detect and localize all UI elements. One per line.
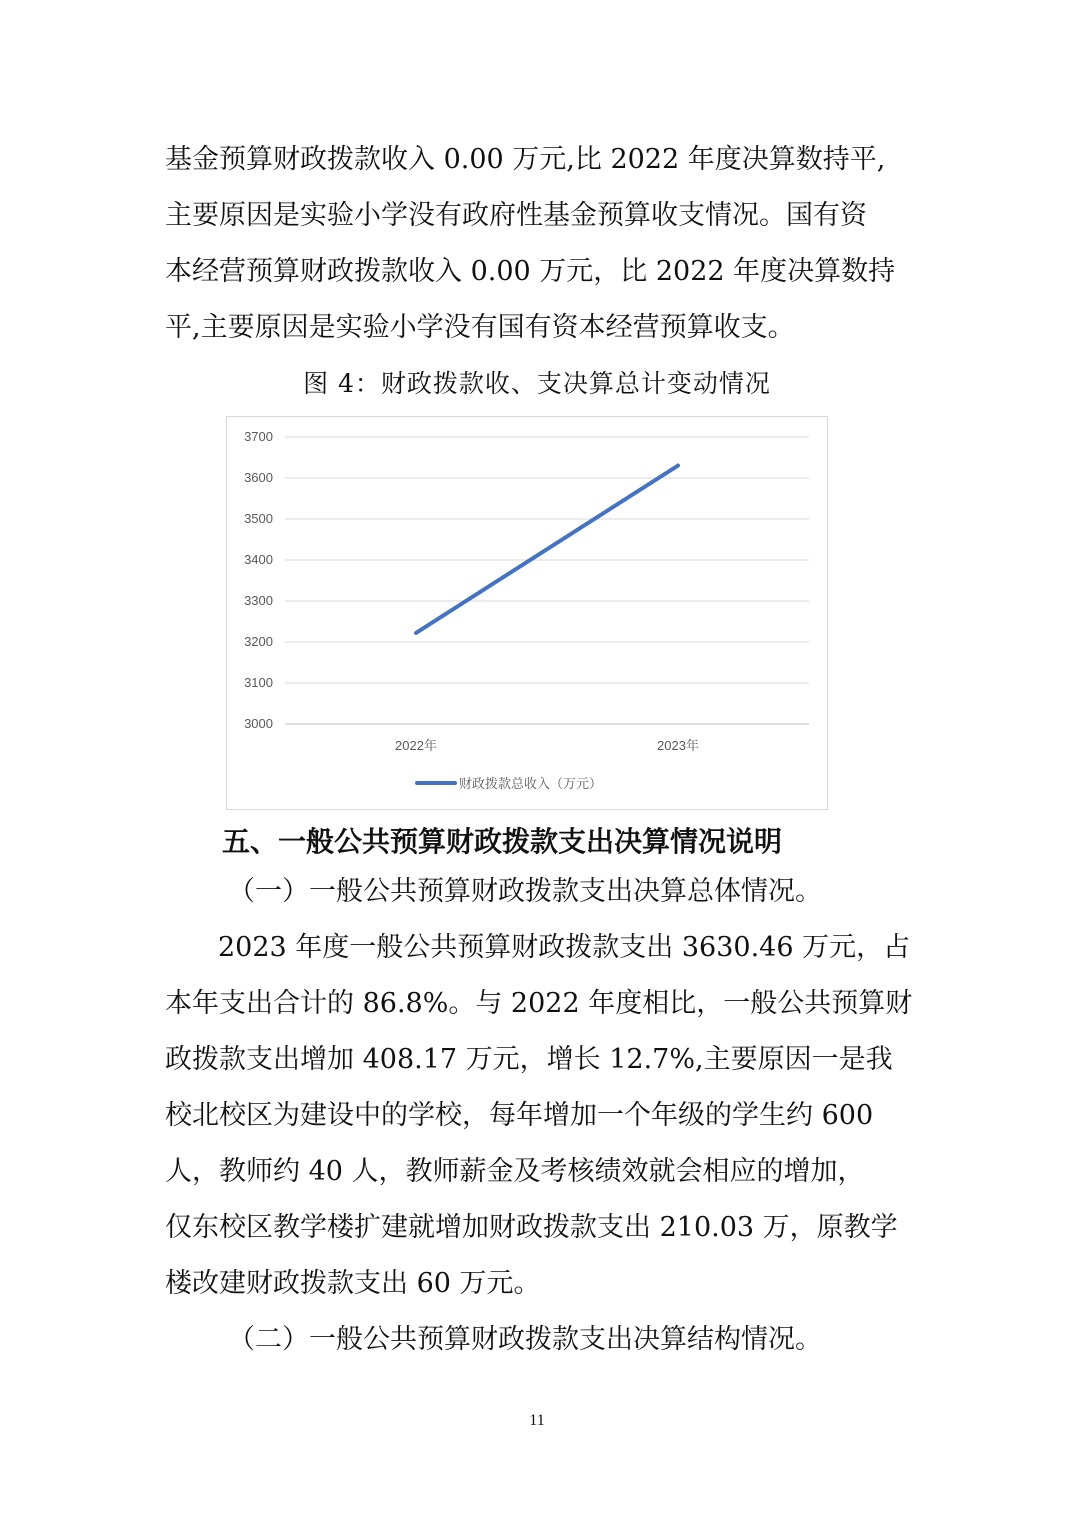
legend-label: 财政拨款总收入（万元）	[459, 777, 603, 792]
text-line: 基金预算财政拨款收入 0.00 万元,比 2022 年度决算数持平,	[165, 144, 886, 175]
y-tick-label: 3000	[244, 716, 273, 731]
y-tick-label: 3300	[244, 593, 273, 608]
text-line: 2023 年度一般公共预算财政拨款支出 3630.46 万元，占	[218, 932, 911, 963]
y-tick-label: 3400	[244, 552, 273, 567]
text-line: 主要原因是实验小学没有政府性基金预算收支情况。国有资	[165, 200, 867, 231]
text-line: 仅东校区教学楼扩建就增加财政拨款支出 210.03 万，原教学	[165, 1212, 898, 1243]
y-tick-label: 3500	[244, 511, 273, 526]
subheading-structure: （二）一般公共预算财政拨款支出决算结构情况。	[228, 1324, 822, 1355]
page-number: 11	[529, 1412, 545, 1429]
subheading-overall: （一）一般公共预算财政拨款支出决算总体情况。	[228, 876, 822, 907]
text-line: 人，教师约 40 人，教师薪金及考核绩效就会相应的增加，	[165, 1156, 865, 1187]
text-line: 楼改建财政拨款支出 60 万元。	[165, 1268, 541, 1299]
text-line: 政拨款支出增加 408.17 万元，增长 12.7%,主要原因一是我	[165, 1044, 893, 1075]
section-heading: 五、一般公共预算财政拨款支出决算情况说明	[222, 825, 783, 858]
x-tick-label: 2022年	[395, 738, 437, 753]
x-tick-label: 2023年	[657, 738, 699, 753]
text-line: 本经营预算财政拨款收入 0.00 万元，比 2022 年度决算数持	[165, 256, 896, 287]
series-line	[416, 466, 678, 633]
line-chart	[226, 416, 828, 810]
chart-canvas	[227, 417, 827, 809]
text-line: 校北校区为建设中的学校，每年增加一个年级的学生约 600	[165, 1100, 874, 1131]
y-tick-label: 3200	[244, 634, 273, 649]
y-tick-label: 3700	[244, 429, 273, 444]
figure-caption: 图 4：财政拨款收、支决算总计变动情况	[303, 369, 771, 398]
text-line: 本年支出合计的 86.8%。与 2022 年度相比，一般公共预算财	[165, 988, 913, 1019]
y-tick-label: 3600	[244, 470, 273, 485]
text-line: 平,主要原因是实验小学没有国有资本经营预算收支。	[165, 312, 795, 343]
y-tick-label: 3100	[244, 675, 273, 690]
